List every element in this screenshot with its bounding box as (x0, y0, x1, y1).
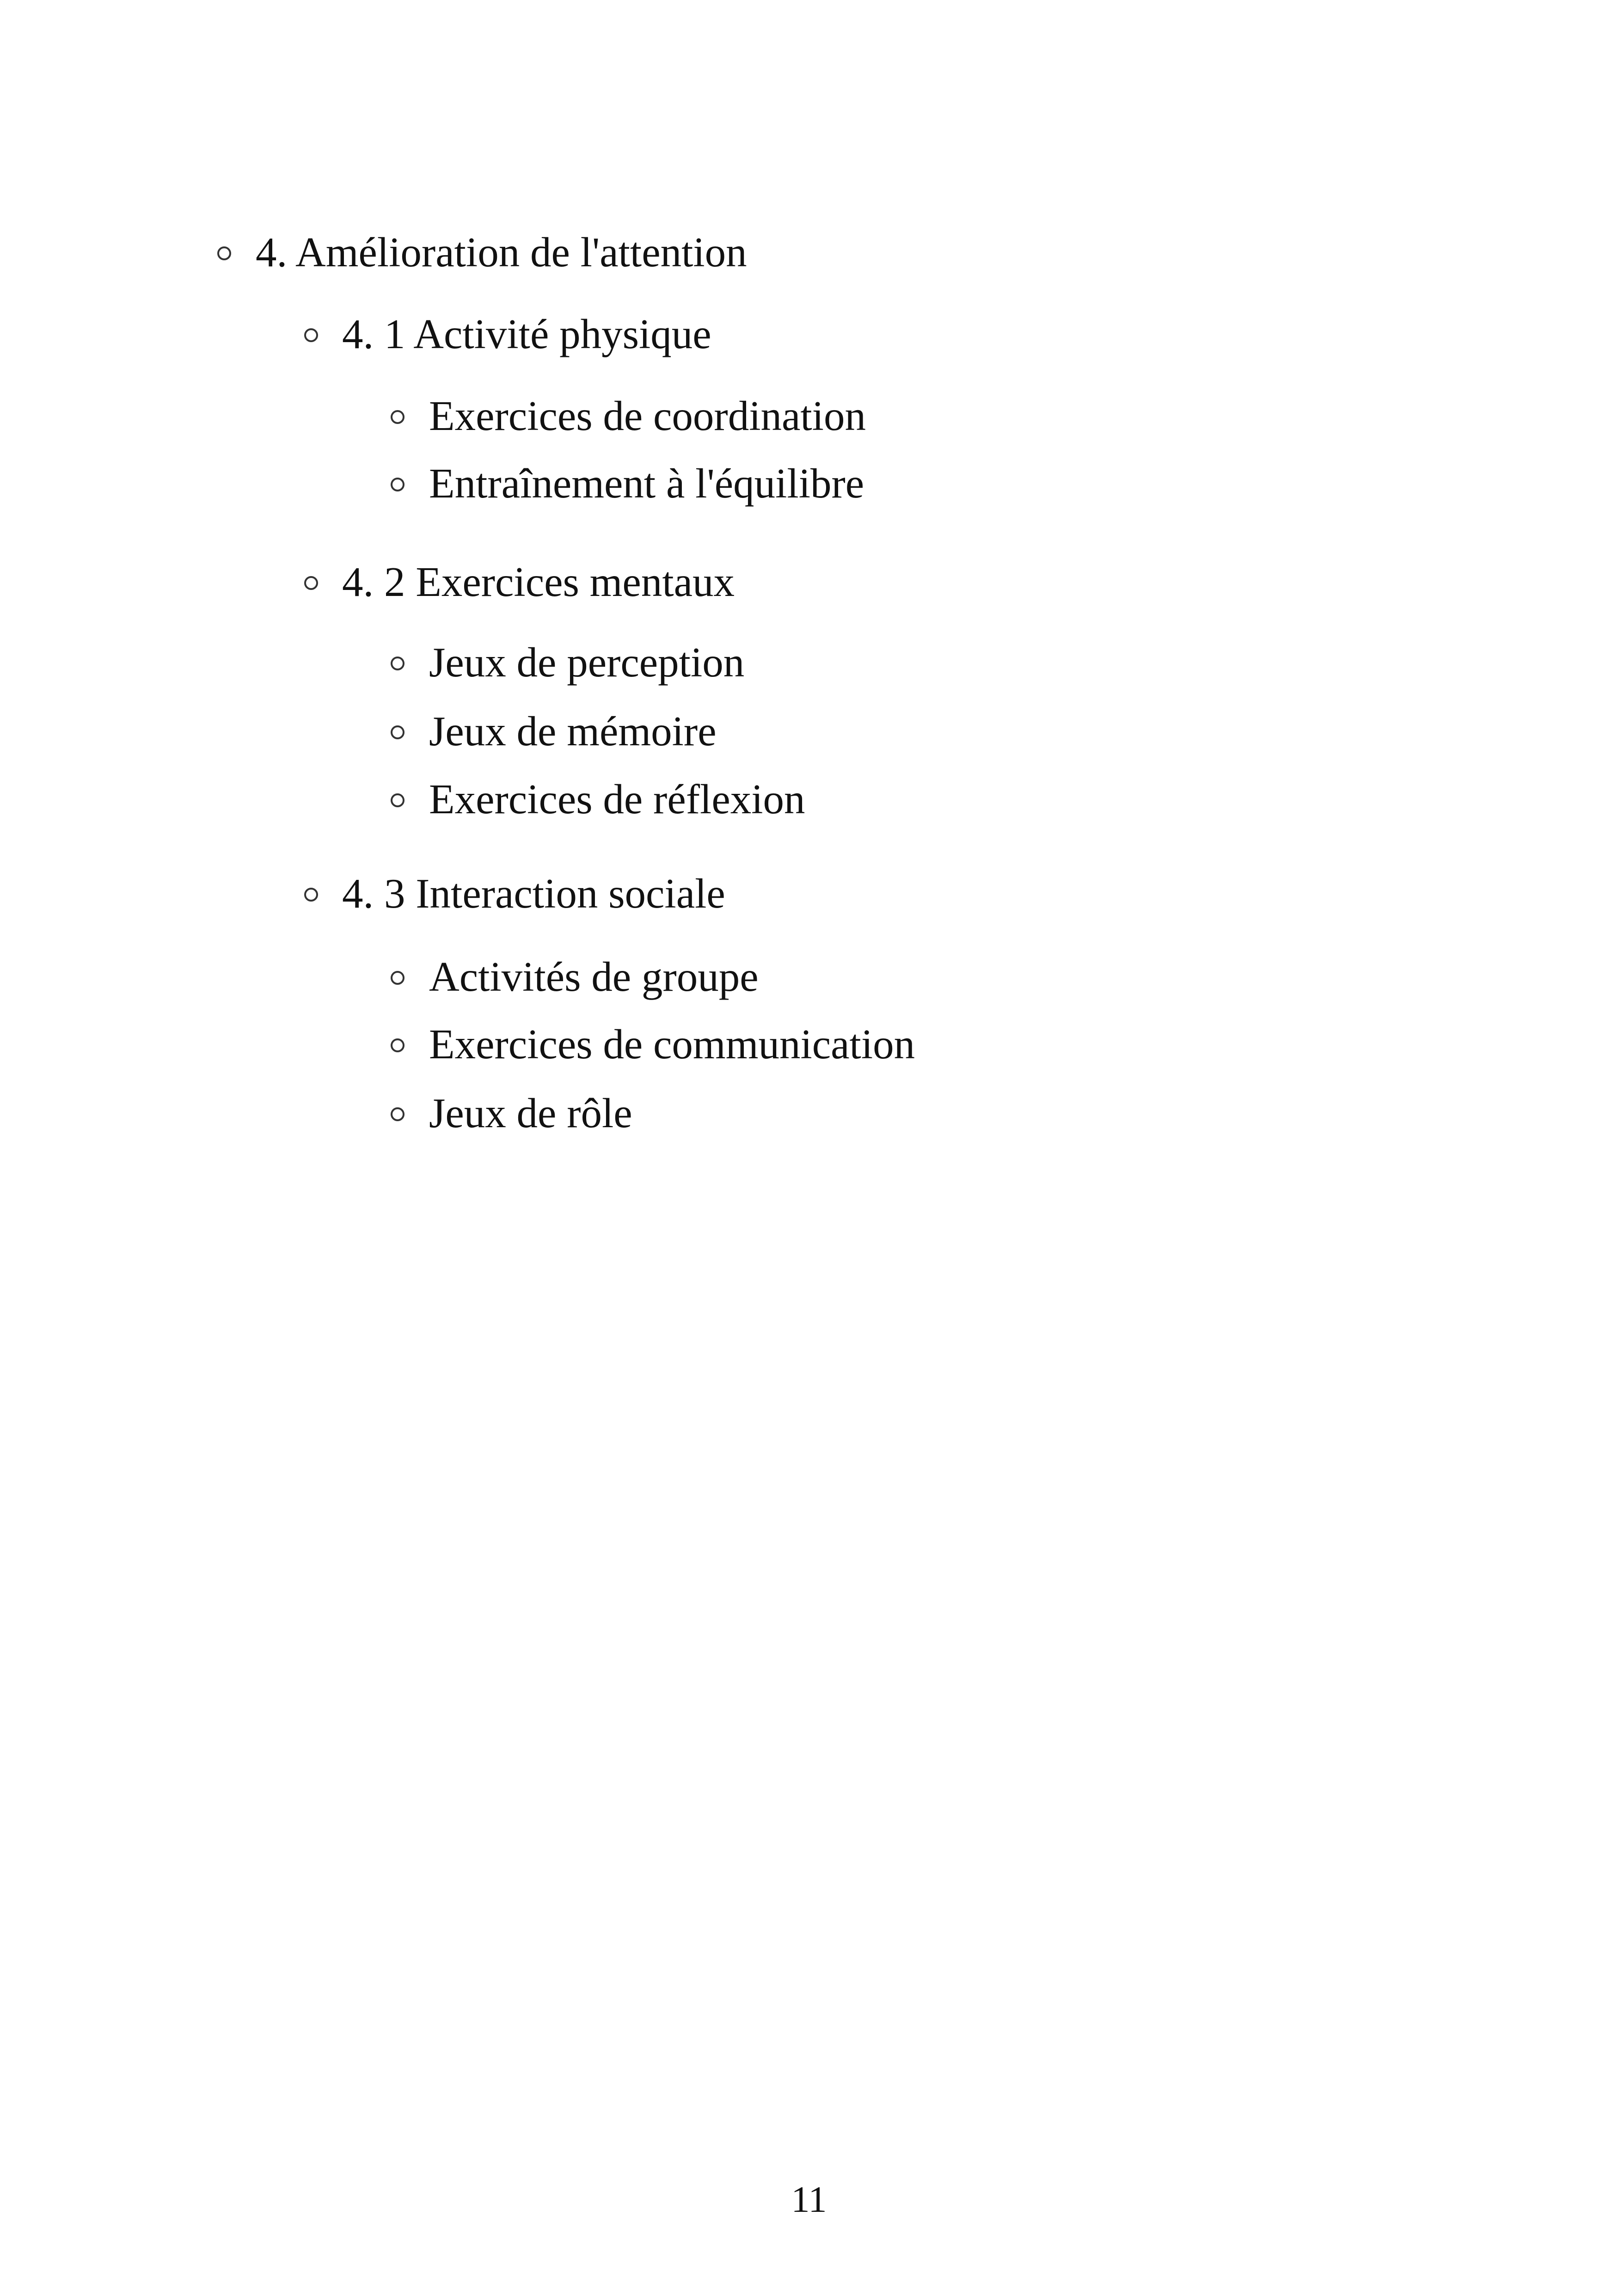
list-item: Jeux de perception (429, 639, 745, 686)
circle-bullet-icon (391, 793, 404, 807)
section-heading: 4. 1 Activité physique (342, 311, 711, 357)
outline-title: 4. Amélioration de l'attention (256, 229, 747, 276)
circle-bullet-icon (391, 478, 404, 491)
circle-bullet-icon (391, 1107, 404, 1121)
list-item: Jeux de rôle (429, 1090, 632, 1136)
circle-bullet-icon (391, 657, 404, 670)
list-item: Exercices de coordination (429, 393, 866, 439)
circle-bullet-icon (304, 576, 318, 590)
list-item: Entraînement à l'équilibre (429, 460, 864, 507)
circle-bullet-icon (391, 725, 404, 739)
list-item: Jeux de mémoire (429, 708, 717, 755)
section-heading: 4. 2 Exercices mentaux (342, 559, 735, 605)
circle-bullet-icon (391, 1038, 404, 1052)
list-item: Exercices de communication (429, 1021, 915, 1068)
circle-bullet-icon (391, 971, 404, 985)
list-item: Exercices de réflexion (429, 776, 805, 823)
circle-bullet-icon (217, 246, 231, 260)
section-heading: 4. 3 Interaction sociale (342, 870, 725, 917)
circle-bullet-icon (391, 410, 404, 424)
circle-bullet-icon (304, 888, 318, 902)
page-number: 11 (791, 2179, 827, 2220)
circle-bullet-icon (304, 328, 318, 342)
list-item: Activités de groupe (429, 953, 759, 1000)
